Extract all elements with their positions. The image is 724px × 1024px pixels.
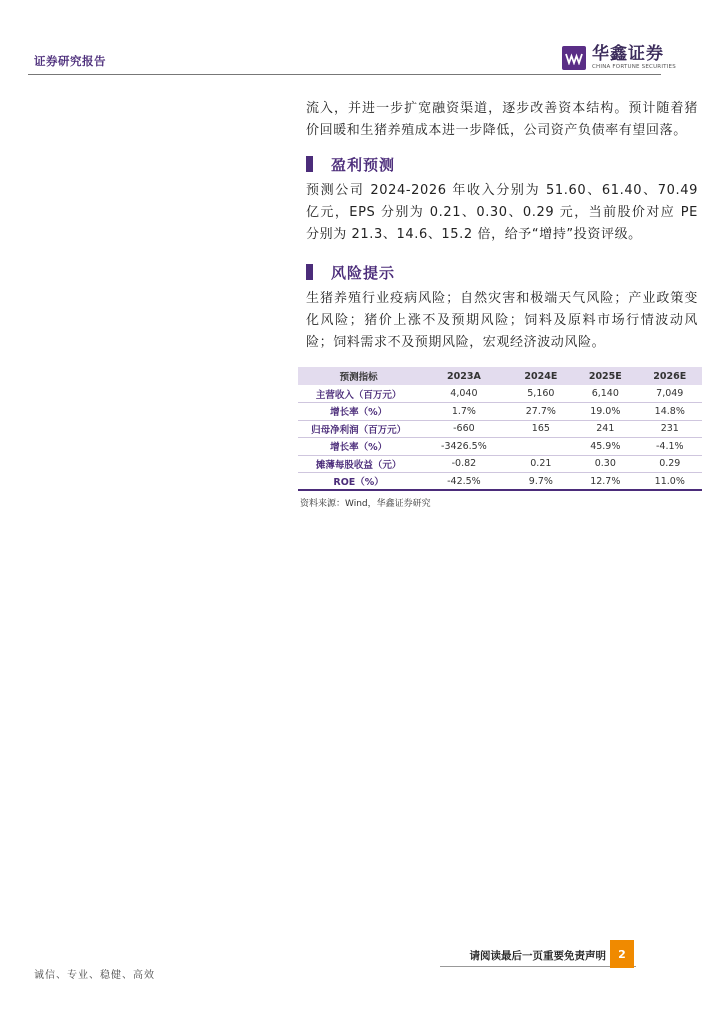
table-cell: 7,049 (656, 388, 684, 399)
logo-chinese-name: 华鑫证券 (592, 44, 664, 64)
table-row (298, 403, 702, 421)
table-cell: 14.8% (654, 405, 685, 417)
row-label: 归母净利润（百万元） (311, 424, 407, 436)
table-cell: 0.21 (530, 458, 552, 470)
table-cell (509, 438, 573, 456)
table-row (298, 438, 702, 456)
report-type-label: 证券研究报告 (34, 54, 106, 68)
row-label: 摊薄每股收益（元） (315, 459, 402, 471)
section-marker-icon (306, 156, 313, 172)
intro-paragraph: 流入，并进一步扩宽融资渠道，逐步改善资本结构。预计随着猪价回暖和生猪养殖成本进一步降低，公司资产负债率有望回落。 (306, 101, 698, 138)
section-title: 盈利预测 (331, 155, 396, 174)
risk-paragraph: 生猪养殖行业疫病风险；自然灾害和极端天气风险；产业政策变化风险；猪价上涨不及预期风险；饲料及原料市场行情波动风险；饲料需求不及预期风险，宏观经济波动风险。 (306, 291, 698, 350)
table-header-row (298, 367, 702, 385)
table-row (298, 473, 702, 491)
row-label: 主营收入（百万元） (315, 389, 402, 401)
section-title: 风险提示 (331, 263, 396, 282)
logo-emblem-icon (562, 46, 586, 70)
table-cell: 27.7% (525, 405, 556, 417)
row-label: 增长率（%） (330, 442, 388, 454)
column-header: 2023A (447, 370, 481, 382)
table-row (298, 455, 702, 473)
table-cell: -660 (453, 423, 475, 435)
section-marker-icon (306, 264, 313, 280)
table-cell: 231 (660, 423, 679, 435)
table-cell: -42.5% (447, 475, 481, 487)
table-cell: 0.30 (594, 458, 616, 470)
section-heading-forecast (306, 154, 698, 174)
forecast-paragraph: 预测公司 2024-2026 年收入分别为 51.60、61.40、70.49 亿元，EPS 分别为 0.21、0.30、0.29 元，当前股价对应 PE 分别为 21.3、14.6、15.2 倍，给予“增持”投资评级。 (306, 183, 698, 242)
header-divider (28, 74, 661, 75)
table-row (298, 420, 702, 438)
column-header: 2025E (588, 370, 622, 382)
table-cell: 45.9% (590, 440, 621, 452)
company-motto: 诚信、专业、稳健、高效 (34, 970, 155, 981)
section-heading-risk (306, 262, 698, 282)
column-header: 2026E (653, 370, 687, 382)
table-cell: 6,140 (591, 388, 619, 399)
table-cell: 0.29 (659, 458, 681, 470)
main-content (306, 98, 698, 354)
column-header: 预测指标 (339, 372, 378, 383)
table-cell: 19.0% (590, 405, 621, 417)
table-cell: 9.7% (528, 475, 553, 487)
row-label: ROE（%） (333, 477, 384, 488)
table-source-note: 资料来源：Wind，华鑫证券研究 (300, 499, 431, 509)
table-cell: -0.82 (451, 458, 477, 470)
table-cell: 4,040 (450, 388, 478, 399)
disclaimer-notice: 请阅读最后一页重要免责声明 (440, 947, 636, 967)
table-cell: 11.0% (654, 475, 685, 487)
column-header: 2024E (524, 370, 558, 382)
table-cell: -3426.5% (441, 440, 487, 452)
logo-english-name: CHINA FORTUNE SECURITIES (592, 64, 676, 70)
row-label: 增长率（%） (330, 407, 388, 419)
table-cell: 165 (531, 423, 550, 435)
forecast-table (298, 367, 702, 491)
table-cell: 241 (596, 423, 615, 435)
forecast-table-container (298, 367, 702, 509)
company-logo (562, 45, 676, 71)
table-cell: 1.7% (451, 405, 476, 417)
table-row (298, 385, 702, 403)
table-cell: 5,160 (527, 388, 555, 399)
page-number-badge: 2 (610, 940, 634, 968)
table-cell: -4.1% (655, 440, 684, 452)
table-cell: 12.7% (590, 475, 621, 487)
